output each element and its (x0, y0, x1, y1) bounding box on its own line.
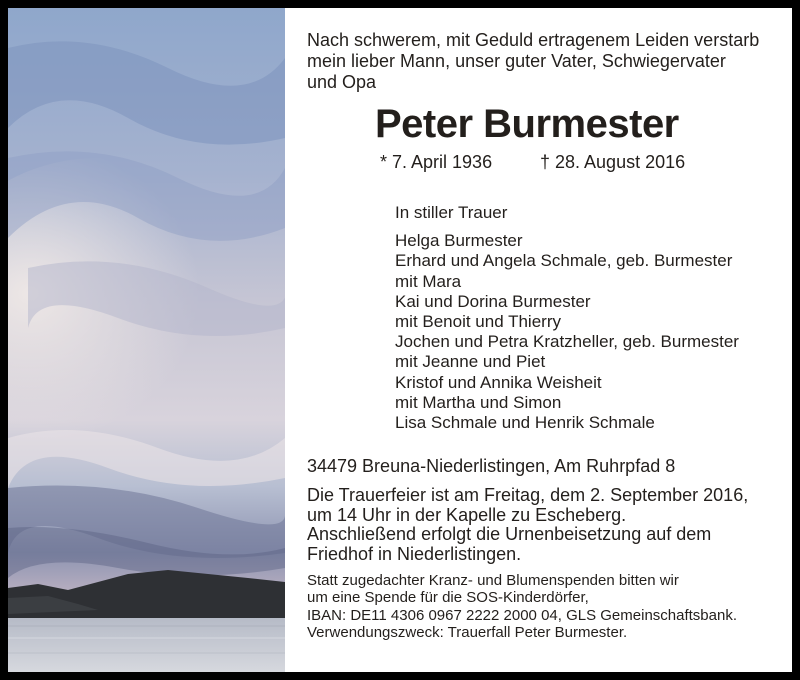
intro-line: Nach schwerem, mit Geduld ertragenem Leiden verstarb (307, 30, 760, 50)
donation-text (307, 572, 737, 641)
mourner-line: mit Jeanne und Piet (395, 352, 546, 372)
sky-lake-image (8, 8, 285, 672)
ceremony-line: um 14 Uhr in der Kapelle zu Escheberg. (307, 504, 627, 525)
mourner-line: Kai und Dorina Burmester (395, 291, 591, 311)
donation-line: IBAN: DE11 4306 0967 2222 2000 04, GLS Gemeinschaftsbank. (307, 606, 738, 624)
life-dates (380, 152, 686, 173)
mourner-line: Erhard und Angela Schmale, geb. Burmester (395, 251, 733, 271)
mourner-line: Kristof und Annika Weisheit (395, 372, 602, 392)
ceremony-line: Anschließend erfolgt die Urnenbeisetzung auf dem (307, 524, 712, 544)
donation-line: Verwendungszweck: Trauerfall Peter Burmester. (307, 623, 628, 641)
mourner-line: mit Mara (395, 271, 462, 291)
mourner-line: Jochen und Petra Kratzheller, geb. Burmester (395, 332, 739, 352)
donation-line: Statt zugedachter Kranz- und Blumenspenden bitten wir (307, 572, 679, 589)
mourner-line: Helga Burmester (395, 231, 523, 251)
ceremony-text (307, 486, 748, 564)
mourners-list (395, 203, 739, 433)
donation-line: um eine Spende für die SOS-Kinderdörfer, (307, 589, 589, 607)
landscape-photo (8, 8, 285, 672)
death-date: † 28. August 2016 (540, 152, 686, 172)
mourner-line: mit Benoit und Thierry (395, 312, 561, 332)
notice-text (307, 30, 777, 641)
intro-line: mein lieber Mann, unser guter Vater, Schwiegervater (307, 51, 726, 71)
deceased-name: Peter Burmester (375, 102, 679, 146)
trauer-heading: In stiller Trauer (395, 203, 508, 222)
address: 34479 Breuna-Niederlistingen, Am Ruhrpfad 8 (307, 456, 676, 476)
intro-line: und Opa (307, 72, 377, 92)
intro-text (307, 30, 777, 93)
ceremony-line: Friedhof in Niederlistingen. (307, 543, 522, 564)
birth-date: * 7. April 1936 (380, 152, 493, 172)
ceremony-line: Die Trauerfeier ist am Freitag, dem 2. September 2016, (307, 485, 749, 505)
mourner-line: mit Martha und Simon (395, 392, 562, 412)
mourner-line: Lisa Schmale und Henrik Schmale (395, 413, 655, 433)
